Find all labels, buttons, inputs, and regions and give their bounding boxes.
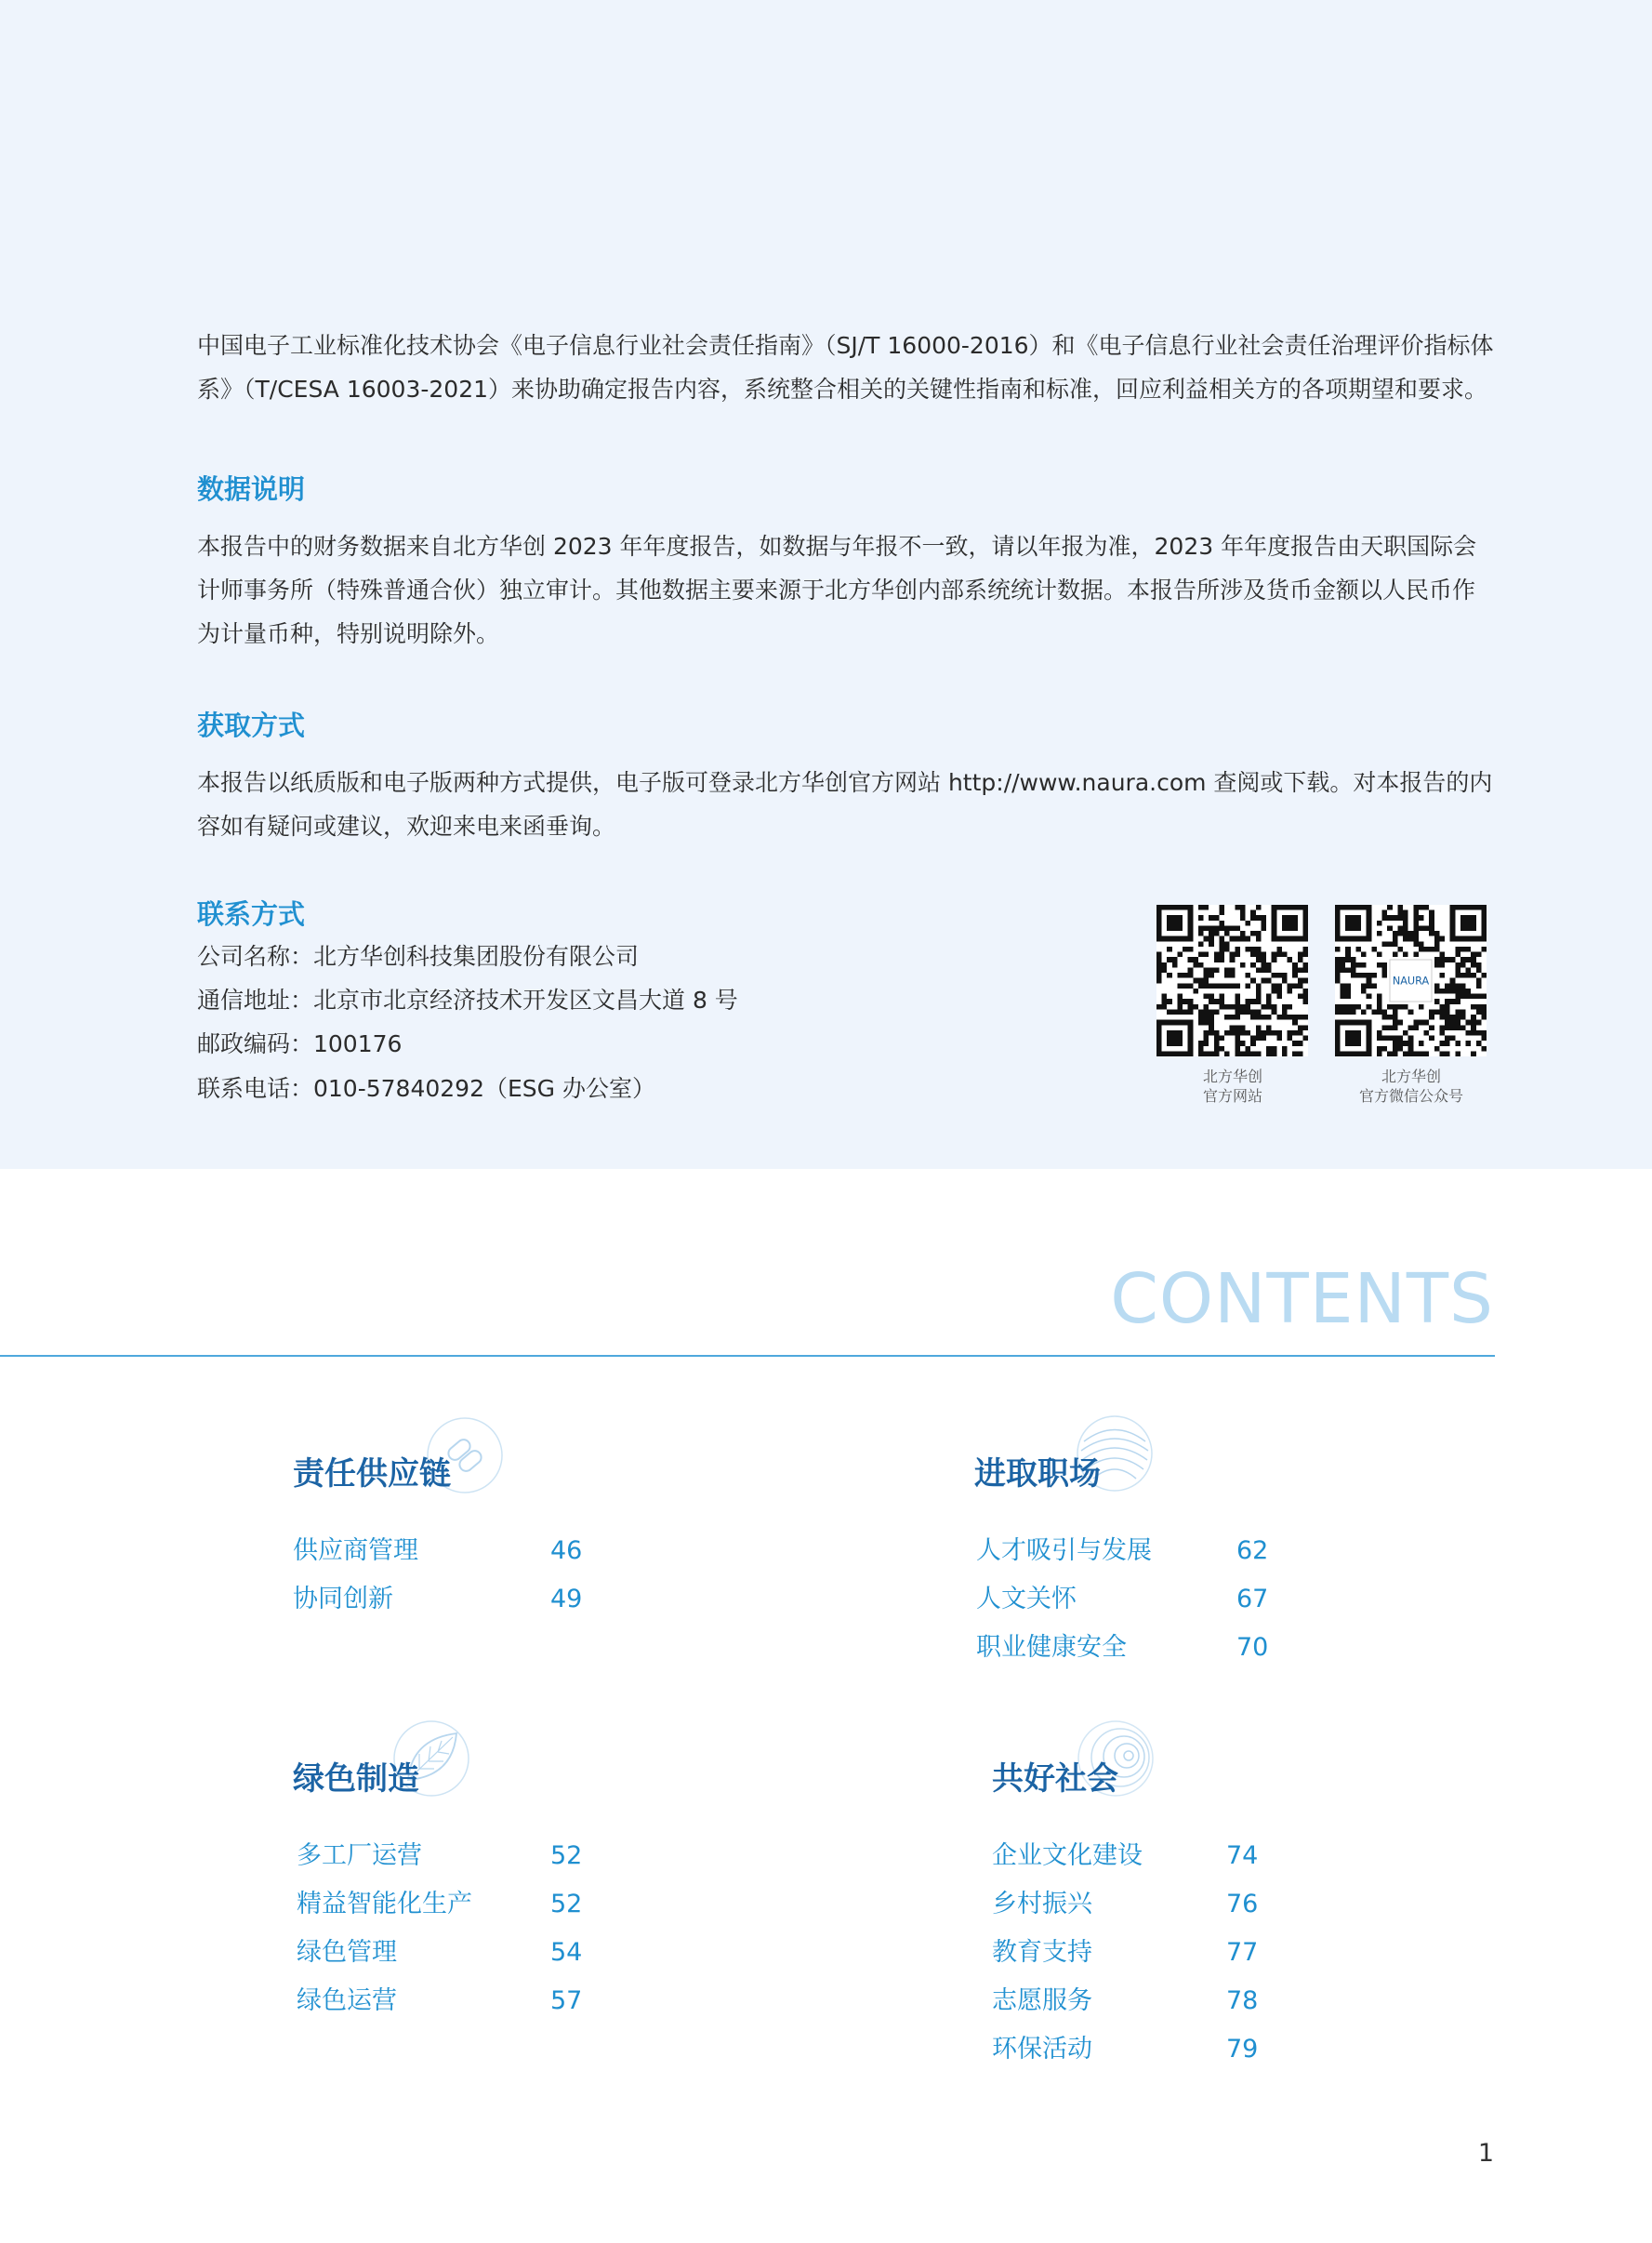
- toc-item-label: 志愿服务: [992, 1986, 1092, 2015]
- toc-item-label: 环保活动: [992, 2035, 1092, 2064]
- toc-heading: 责任供应链: [293, 1455, 451, 1493]
- access-paragraph: 本报告以纸质版和电子版两种方式提供，电子版可登录北方华创官方网站 http://www.naura.com 查阅或下载。对本报告的内容如有疑问或建议，欢迎来电来函垂询。: [197, 769, 1493, 840]
- qr-caption-line: 官方网站: [1202, 1087, 1262, 1105]
- toc-item-label: 多工厂运营: [297, 1841, 422, 1870]
- toc-item-page: 79: [1226, 2035, 1259, 2064]
- wechat-qr-caption: [1318, 1067, 1504, 1106]
- contact-postcode: 邮政编码：100176: [197, 1030, 403, 1057]
- toc-group-green-manufacturing: [293, 1758, 583, 2015]
- toc-item-label: 人文关怀: [976, 1585, 1077, 1613]
- data-note-title: 数据说明: [197, 473, 306, 505]
- toc-item-label: 绿色运营: [297, 1986, 397, 2015]
- qr-caption-line: 北方华创: [1381, 1068, 1441, 1085]
- toc-item-page: 78: [1226, 1986, 1259, 2015]
- toc-item-label: 企业文化建设: [992, 1841, 1143, 1870]
- website-qr-caption: [1140, 1067, 1326, 1106]
- website-qr-code: [1156, 905, 1308, 1056]
- toc-group-workplace: [974, 1453, 1269, 1662]
- qr-caption-line: 官方微信公众号: [1358, 1087, 1463, 1105]
- page-number: 1: [1477, 2139, 1494, 2168]
- toc-item-label: 精益智能化生产: [297, 1890, 472, 1918]
- toc-item-page: 76: [1226, 1890, 1259, 1918]
- contents-title: CONTENTS: [1110, 1259, 1494, 1339]
- toc-item-label: 职业健康安全: [976, 1633, 1127, 1662]
- contents-divider: [0, 1355, 1495, 1357]
- toc-item-page: 62: [1236, 1536, 1269, 1565]
- toc-group-society: [992, 1758, 1259, 2064]
- toc-heading: 绿色制造: [293, 1760, 419, 1798]
- intro-paragraph: 中国电子工业标准化技术协会《电子信息行业社会责任指南》（SJ/T 16000-2016）和《电子信息行业社会责任治理评价指标体系》（T/CESA 16003-2021）来协助确定报告内容，系统整合相关的关键性指南和标准，回应利益相关方的各项期望和要求。: [197, 332, 1494, 403]
- data-note-paragraph: 本报告中的财务数据来自北方华创 2023 年年度报告，如数据与年报不一致，请以年报为准，2023 年年度报告由天职国际会计师事务所（特殊普通合伙）独立审计。其他数据主要来源于北方华创内部系统统计数据。本报告所涉及货币金额以人民币作为计量币种，特别说明除外。: [197, 533, 1477, 647]
- qr-caption-line: 北方华创: [1202, 1068, 1262, 1085]
- toc-item-label: 绿色管理: [297, 1938, 397, 1967]
- toc-item-page: 70: [1236, 1633, 1269, 1662]
- contact-address: 通信地址：北京市北京经济技术开发区文昌大道 8 号: [197, 987, 738, 1014]
- toc-group-supply-chain: [293, 1453, 583, 1613]
- toc-item-label: 乡村振兴: [992, 1890, 1092, 1918]
- access-title: 获取方式: [197, 710, 306, 741]
- toc-item-page: 52: [550, 1841, 583, 1870]
- qr-logo-text: NAURA: [1392, 975, 1430, 988]
- toc-item-label: 供应商管理: [293, 1536, 418, 1565]
- contact-company: 公司名称：北方华创科技集团股份有限公司: [197, 943, 640, 970]
- wechat-qr-code: [1335, 905, 1487, 1056]
- toc-item-page: 74: [1226, 1841, 1259, 1870]
- toc-item-page: 67: [1236, 1585, 1269, 1613]
- toc-item-page: 77: [1226, 1938, 1259, 1967]
- toc-item-page: 57: [550, 1986, 583, 2015]
- contact-title: 联系方式: [197, 898, 306, 930]
- contact-phone: 联系电话：010-57840292（ESG 办公室）: [197, 1075, 655, 1102]
- toc-item-page: 52: [550, 1890, 583, 1918]
- toc-item-label: 教育支持: [992, 1938, 1092, 1967]
- toc-item-page: 46: [550, 1536, 583, 1565]
- toc-item-label: 人才吸引与发展: [976, 1536, 1152, 1565]
- toc-heading: 共好社会: [992, 1760, 1118, 1798]
- toc-item-page: 49: [550, 1585, 583, 1613]
- toc-heading: 进取职场: [974, 1455, 1101, 1493]
- toc-item-page: 54: [550, 1938, 583, 1967]
- toc-item-label: 协同创新: [293, 1585, 393, 1613]
